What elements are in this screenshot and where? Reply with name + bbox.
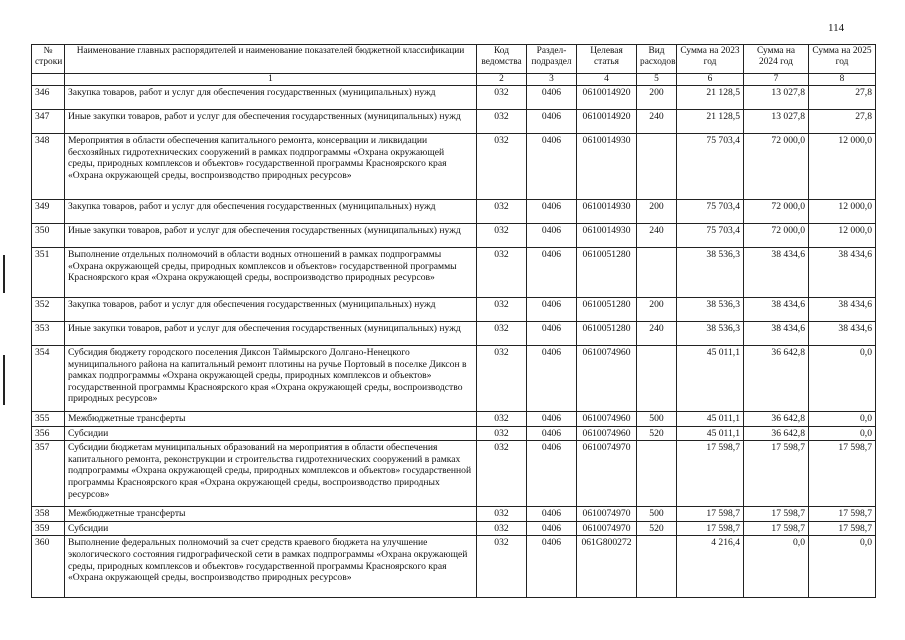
row-sum-2024: 38 434,6 (744, 298, 809, 322)
row-sum-2023: 75 703,4 (677, 200, 744, 224)
row-sum-2025: 38 434,6 (809, 248, 876, 298)
row-expense-kind: 520 (637, 426, 677, 441)
header-row (32, 45, 876, 74)
row-expense-kind (637, 248, 677, 298)
row-name: Межбюджетные трансферты (65, 412, 477, 427)
row-dept-code: 032 (477, 224, 527, 248)
table-row (32, 298, 876, 322)
row-section: 0406 (527, 110, 577, 134)
budget-table (31, 44, 876, 598)
row-dept-code: 032 (477, 298, 527, 322)
row-sum-2025: 27,8 (809, 86, 876, 110)
page-number: 114 (828, 22, 845, 34)
row-sum-2025: 17 598,7 (809, 521, 876, 536)
row-number: 347 (32, 110, 65, 134)
header-sum-2025: Сумма на 2025 год (809, 45, 876, 74)
row-sum-2023: 17 598,7 (677, 521, 744, 536)
row-name: Иные закупки товаров, работ и услуг для обеспечения государственных (муниципальных) нужд (65, 224, 477, 248)
row-dept-code: 032 (477, 346, 527, 412)
row-sum-2025: 0,0 (809, 426, 876, 441)
row-name: Закупка товаров, работ и услуг для обеспечения государственных (муниципальных) нужд (65, 86, 477, 110)
row-article: 0610051280 (577, 322, 637, 346)
table-row (32, 110, 876, 134)
row-sum-2023: 38 536,3 (677, 322, 744, 346)
row-dept-code: 032 (477, 134, 527, 200)
row-sum-2023: 17 598,7 (677, 441, 744, 507)
row-expense-kind: 200 (637, 298, 677, 322)
column-index: 1 (65, 74, 477, 86)
column-index: 5 (637, 74, 677, 86)
row-name: Субсидия бюджету городского поселения Диксон Таймырского Долгано-Ненецкого муниципального района на капитальный ремонт плотины на ручье Портовый в поселке Диксон в рамках подпрограммы «Охрана окружающей среды, природных комплексов и объектов» государственной программы Красноярского края «Охрана окружающей среды, воспроизводство природных ресурсов» (65, 346, 477, 412)
column-index (32, 74, 65, 86)
table-row (32, 441, 876, 507)
row-article: 0610051280 (577, 298, 637, 322)
row-article: 0610074960 (577, 412, 637, 427)
column-index: 4 (577, 74, 637, 86)
row-article: 0610014930 (577, 200, 637, 224)
row-section: 0406 (527, 86, 577, 110)
row-article: 0610014920 (577, 110, 637, 134)
row-article: 0610014930 (577, 224, 637, 248)
row-name: Мероприятия в области обеспечения капитального ремонта, консервации и ликвидации бесхозяйных гидротехнических сооружений в рамках подпрограммы «Охрана окружающей среды, природных комплексов и объектов» государственной программы Красноярского края «Охрана окружающей среды, воспроизводство природных ресурсов» (65, 134, 477, 200)
column-index: 6 (677, 74, 744, 86)
table-row (32, 322, 876, 346)
row-dept-code: 032 (477, 86, 527, 110)
row-sum-2024: 36 642,8 (744, 346, 809, 412)
row-sum-2024: 38 434,6 (744, 322, 809, 346)
table-row (32, 536, 876, 598)
row-number: 355 (32, 412, 65, 427)
table-row (32, 346, 876, 412)
row-section: 0406 (527, 248, 577, 298)
row-section: 0406 (527, 426, 577, 441)
header-num: № строки (32, 45, 65, 74)
row-sum-2025: 12 000,0 (809, 134, 876, 200)
row-name: Выполнение отдельных полномочий в области водных отношений в рамках подпрограммы «Охрана окружающей среды, природных комплексов и объектов» государственной программы Красноярского края «Охрана окружающей среды, воспроизводство природных ресурсов» (65, 248, 477, 298)
row-sum-2023: 45 011,1 (677, 426, 744, 441)
header-article: Целевая статья (577, 45, 637, 74)
table-row (32, 426, 876, 441)
row-section: 0406 (527, 134, 577, 200)
row-name: Закупка товаров, работ и услуг для обеспечения государственных (муниципальных) нужд (65, 298, 477, 322)
row-expense-kind: 240 (637, 322, 677, 346)
row-dept-code: 032 (477, 248, 527, 298)
row-dept-code: 032 (477, 110, 527, 134)
row-sum-2025: 38 434,6 (809, 322, 876, 346)
row-number: 358 (32, 507, 65, 522)
table-row (32, 224, 876, 248)
row-section: 0406 (527, 507, 577, 522)
header-section: Раздел-подраздел (527, 45, 577, 74)
row-sum-2024: 17 598,7 (744, 507, 809, 522)
header-sum-2024: Сумма на 2024 год (744, 45, 809, 74)
row-article: 0610074970 (577, 521, 637, 536)
row-name: Выполнение федеральных полномочий за счет средств краевого бюджета на улучшение экологического состояния гидрографической сети в рамках подпрограммы «Охрана окружающей среды, природных комплексов и объектов» государственной программы Красноярского края «Охрана окружающей среды, воспроизводство природных ресурсов» (65, 536, 477, 598)
row-number: 356 (32, 426, 65, 441)
row-article: 0610074970 (577, 441, 637, 507)
row-expense-kind: 200 (637, 200, 677, 224)
row-sum-2023: 38 536,3 (677, 298, 744, 322)
row-article: 0610074970 (577, 507, 637, 522)
row-sum-2024: 13 027,8 (744, 110, 809, 134)
row-sum-2024: 0,0 (744, 536, 809, 598)
row-name: Закупка товаров, работ и услуг для обеспечения государственных (муниципальных) нужд (65, 200, 477, 224)
row-expense-kind: 240 (637, 224, 677, 248)
row-sum-2024: 72 000,0 (744, 200, 809, 224)
row-article: 0610074960 (577, 426, 637, 441)
row-sum-2025: 27,8 (809, 110, 876, 134)
row-sum-2023: 45 011,1 (677, 412, 744, 427)
row-number: 349 (32, 200, 65, 224)
table-row (32, 134, 876, 200)
table-row (32, 86, 876, 110)
row-number: 348 (32, 134, 65, 200)
row-expense-kind: 500 (637, 507, 677, 522)
row-name: Иные закупки товаров, работ и услуг для обеспечения государственных (муниципальных) нужд (65, 322, 477, 346)
column-index: 8 (809, 74, 876, 86)
row-expense-kind (637, 441, 677, 507)
row-section: 0406 (527, 322, 577, 346)
row-article: 0610074960 (577, 346, 637, 412)
row-sum-2025: 0,0 (809, 346, 876, 412)
row-number: 359 (32, 521, 65, 536)
row-sum-2023: 17 598,7 (677, 507, 744, 522)
row-name: Субсидии бюджетам муниципальных образований на мероприятия в области обеспечения капитального ремонта, реконструкции и строительства гидротехнических сооружений в рамках подпрограммы «Охрана окружающей среды, природных комплексов и объектов» государственной программы Красноярского края «Охрана окружающей среды, воспроизводство природных ресурсов» (65, 441, 477, 507)
row-section: 0406 (527, 521, 577, 536)
row-dept-code: 032 (477, 536, 527, 598)
row-sum-2023: 4 216,4 (677, 536, 744, 598)
row-expense-kind: 240 (637, 110, 677, 134)
row-dept-code: 032 (477, 441, 527, 507)
column-index: 2 (477, 74, 527, 86)
row-article: 0610051280 (577, 248, 637, 298)
row-sum-2025: 38 434,6 (809, 298, 876, 322)
row-dept-code: 032 (477, 507, 527, 522)
row-expense-kind (637, 536, 677, 598)
row-article: 0610014920 (577, 86, 637, 110)
row-expense-kind: 500 (637, 412, 677, 427)
row-expense-kind: 200 (637, 86, 677, 110)
row-article: 061G800272 (577, 536, 637, 598)
row-name: Субсидии (65, 521, 477, 536)
row-sum-2024: 17 598,7 (744, 441, 809, 507)
header-kind: Вид расходов (637, 45, 677, 74)
row-section: 0406 (527, 298, 577, 322)
row-article: 0610014930 (577, 134, 637, 200)
row-number: 346 (32, 86, 65, 110)
table-row (32, 200, 876, 224)
row-sum-2023: 38 536,3 (677, 248, 744, 298)
row-sum-2024: 36 642,8 (744, 412, 809, 427)
row-expense-kind: 520 (637, 521, 677, 536)
row-dept-code: 032 (477, 200, 527, 224)
row-sum-2024: 13 027,8 (744, 86, 809, 110)
table-row (32, 521, 876, 536)
row-sum-2024: 38 434,6 (744, 248, 809, 298)
row-sum-2025: 0,0 (809, 412, 876, 427)
row-section: 0406 (527, 412, 577, 427)
row-dept-code: 032 (477, 521, 527, 536)
row-expense-kind (637, 346, 677, 412)
row-number: 350 (32, 224, 65, 248)
row-sum-2023: 75 703,4 (677, 134, 744, 200)
row-sum-2025: 17 598,7 (809, 441, 876, 507)
row-number: 351 (32, 248, 65, 298)
row-section: 0406 (527, 346, 577, 412)
row-dept-code: 032 (477, 426, 527, 441)
table-row (32, 248, 876, 298)
row-sum-2024: 72 000,0 (744, 224, 809, 248)
header-sum-2023: Сумма на 2023 год (677, 45, 744, 74)
column-index: 7 (744, 74, 809, 86)
row-number: 357 (32, 441, 65, 507)
column-index: 3 (527, 74, 577, 86)
row-number: 353 (32, 322, 65, 346)
row-name: Межбюджетные трансферты (65, 507, 477, 522)
row-section: 0406 (527, 200, 577, 224)
row-sum-2025: 12 000,0 (809, 200, 876, 224)
margin-mark (3, 355, 5, 405)
row-dept-code: 032 (477, 322, 527, 346)
row-sum-2024: 72 000,0 (744, 134, 809, 200)
row-number: 352 (32, 298, 65, 322)
column-index-row (32, 74, 876, 86)
header-name: Наименование главных распорядителей и наименование показателей бюджетной классификации (65, 45, 477, 74)
row-name: Субсидии (65, 426, 477, 441)
row-section: 0406 (527, 441, 577, 507)
row-sum-2023: 45 011,1 (677, 346, 744, 412)
margin-mark (3, 255, 5, 293)
row-expense-kind (637, 134, 677, 200)
table-body (32, 86, 876, 598)
row-sum-2024: 36 642,8 (744, 426, 809, 441)
row-sum-2024: 17 598,7 (744, 521, 809, 536)
row-sum-2023: 21 128,5 (677, 110, 744, 134)
row-sum-2023: 75 703,4 (677, 224, 744, 248)
row-sum-2025: 17 598,7 (809, 507, 876, 522)
row-sum-2025: 0,0 (809, 536, 876, 598)
row-section: 0406 (527, 224, 577, 248)
table-row (32, 412, 876, 427)
row-number: 354 (32, 346, 65, 412)
row-sum-2023: 21 128,5 (677, 86, 744, 110)
row-number: 360 (32, 536, 65, 598)
table-row (32, 507, 876, 522)
row-sum-2025: 12 000,0 (809, 224, 876, 248)
row-section: 0406 (527, 536, 577, 598)
header-dept: Код ведомства (477, 45, 527, 74)
row-name: Иные закупки товаров, работ и услуг для обеспечения государственных (муниципальных) нужд (65, 110, 477, 134)
row-dept-code: 032 (477, 412, 527, 427)
